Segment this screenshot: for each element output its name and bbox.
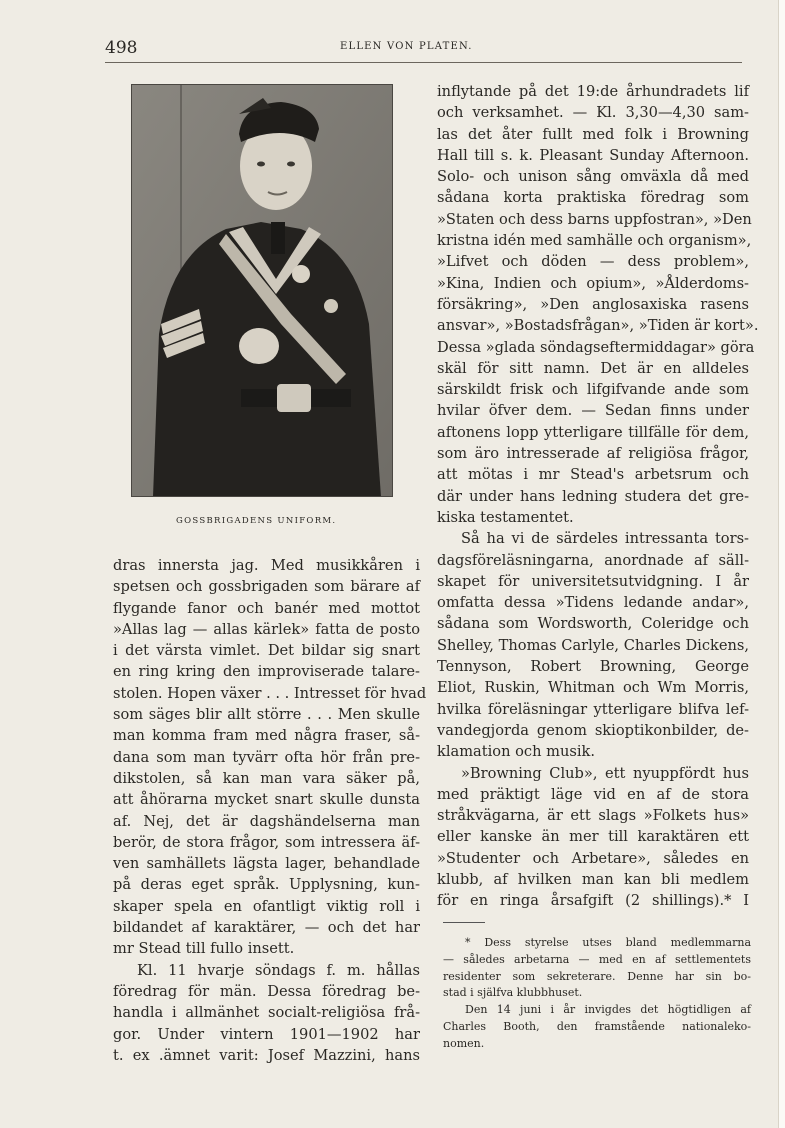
text-line: »Staten och dess barns uppfostran», »Den bbox=[437, 210, 752, 228]
text-line: handla i allmänhet socialt-religiösa frå- bbox=[113, 1004, 420, 1022]
footnote-line: nomen. bbox=[443, 1036, 485, 1050]
footnote-rule bbox=[443, 922, 485, 923]
page-number: 498 bbox=[105, 38, 138, 58]
text-line: att åhörarna mycket snart skulle dunsta bbox=[113, 791, 420, 809]
footnote bbox=[443, 935, 751, 1053]
text-line: spetsen och gossbrigaden som bärare af bbox=[113, 578, 420, 596]
text-line: »Studenter och Arbetare», således en bbox=[437, 849, 749, 867]
right-column-text bbox=[437, 81, 759, 912]
text-line: af. Nej, det är dagshändelserna man bbox=[113, 812, 420, 830]
text-line: Shelley, Thomas Carlyle, Charles Dickens, bbox=[437, 636, 749, 654]
text-line: med präktigt läge vid en af de stora bbox=[437, 785, 749, 803]
left-column-text bbox=[113, 555, 427, 1066]
text-line: försäkring», »Den anglosaxiska rasens bbox=[437, 295, 749, 313]
text-line: Tennyson, Robert Browning, George bbox=[437, 658, 749, 676]
footnote-line: * Dess styrelse utses bland medlemmarna bbox=[465, 936, 751, 949]
text-line: eller kanske än mer till karaktären ett bbox=[437, 828, 749, 846]
text-line: dagsföreläsningarna, anordnade af säll- bbox=[437, 551, 749, 569]
footnote-line: — således arbetarna — med en af settlementets bbox=[443, 952, 751, 966]
text-line: som äro intresserade af religiösa frågor, bbox=[437, 445, 749, 463]
text-line: las det åter fullt med folk i Browning bbox=[437, 125, 749, 143]
text-line: Så ha vi de särdeles intressanta tors- bbox=[461, 530, 749, 548]
text-line: Eliot, Ruskin, Whitman och Wm Morris, bbox=[437, 679, 749, 697]
text-line: omfatta dessa »Tidens ledande andar», bbox=[437, 594, 749, 612]
text-line: »Allas lag — allas kärlek» fatta de posto bbox=[113, 620, 420, 638]
text-line: hvilar öfver dem. — Sedan finns under bbox=[437, 402, 749, 420]
text-line: ansvar», »Bostadsfrågan», »Tiden är kort». bbox=[437, 317, 759, 335]
text-line: bildandet af karaktärer, — och det har bbox=[113, 919, 420, 937]
uniform-photograph bbox=[131, 84, 393, 497]
text-line: som säges blir allt större . . . Men skulle bbox=[113, 706, 420, 724]
header-rule bbox=[105, 62, 742, 63]
text-line: klubb, af hvilken man kan bli medlem bbox=[437, 870, 749, 888]
text-line: klamation och musik. bbox=[437, 743, 595, 761]
text-line: att mötas i mr Stead's arbetsrum och bbox=[437, 466, 749, 484]
text-line: kristna idén med samhälle och organism», bbox=[437, 232, 752, 250]
text-line: t. ex .ämnet varit: Josef Mazzini, hans bbox=[113, 1046, 420, 1064]
text-line: på deras eget språk. Upplysning, kun- bbox=[113, 876, 420, 894]
figure-caption: GOSSBRIGADENS UNIFORM. bbox=[176, 516, 337, 526]
text-line: stolen. Hopen växer . . . Intresset för hvad bbox=[113, 684, 427, 702]
text-line: flygande fanor och banér med mottot bbox=[113, 599, 420, 617]
text-line: ven samhällets lägsta lager, behandlade bbox=[113, 855, 420, 873]
text-line: Solo- och unison sång omväxla då med bbox=[437, 168, 749, 186]
text-line: sådana som Wordsworth, Coleridge och bbox=[437, 615, 749, 633]
text-line: där under hans ledning studera det gre- bbox=[437, 487, 749, 505]
text-line: skapet för universitetsutvidgning. I år bbox=[437, 572, 749, 590]
page-edge bbox=[778, 0, 785, 1128]
text-line: vandegjorda genom skioptikonbilder, de- bbox=[437, 721, 749, 739]
text-line: Hall till s. k. Pleasant Sunday Afternoon. bbox=[437, 146, 749, 164]
text-line: »Kina, Indien och opium», »Ålderdoms- bbox=[437, 274, 749, 292]
footnote-line: stad i själfva klubbhuset. bbox=[443, 986, 583, 1000]
text-line: föredrag för män. Dessa föredrag be- bbox=[113, 982, 420, 1000]
text-line: berör, de stora frågor, som intressera äf- bbox=[113, 833, 420, 851]
text-line: mr Stead till fullo insett. bbox=[113, 940, 295, 958]
text-line: och verksamhet. — Kl. 3,30—4,30 sam- bbox=[437, 104, 749, 122]
text-line: gor. Under vintern 1901—1902 har bbox=[113, 1025, 420, 1043]
text-line: aftonens lopp ytterligare tillfälle för dem, bbox=[437, 423, 749, 441]
text-line: för en ringa årsafgift (2 shillings).* I bbox=[437, 892, 749, 910]
running-title: ELLEN VON PLATEN. bbox=[340, 41, 473, 52]
text-line: dras innersta jag. Med musikkåren i bbox=[113, 557, 420, 574]
text-line: dikstolen, så kan man vara säker på, bbox=[113, 769, 420, 787]
text-line: »Lifvet och döden — dess problem», bbox=[437, 253, 749, 271]
text-line: hvilka föreläsningar ytterligare blifva lef- bbox=[437, 700, 749, 718]
text-line: sådana korta praktiska föredrag som bbox=[437, 189, 749, 207]
text-line: stråkvägarna, är ett slags »Folkets hus» bbox=[437, 807, 749, 825]
text-line: kiska testamentet. bbox=[437, 508, 574, 526]
text-line: i det värsta vimlet. Det bildar sig snart bbox=[113, 642, 420, 660]
text-line: Dessa »glada söndagseftermiddagar» göra bbox=[437, 338, 755, 356]
footnote-line: residenter som sekreterare. Denne har sin bo- bbox=[443, 969, 751, 983]
text-line: skaper spela en ofantligt viktig roll i bbox=[113, 897, 420, 915]
text-line: »Browning Club», ett nyuppfördt hus bbox=[461, 764, 749, 782]
text-line: skäl för sitt namn. Det är en alldeles bbox=[437, 359, 749, 377]
footnote-line: Den 14 juni i år invigdes det högtidligen af bbox=[465, 1003, 751, 1017]
text-line: dana som man tyvärr ofta hör från pre- bbox=[113, 748, 420, 766]
text-line: Kl. 11 hvarje söndags f. m. hållas bbox=[137, 961, 420, 979]
footnote-line: Charles Booth, den framstående nationaleko- bbox=[443, 1019, 751, 1033]
text-line: man komma fram med några fraser, så- bbox=[113, 727, 420, 745]
text-line: särskildt frisk och lifgifvande ande som bbox=[437, 381, 749, 399]
text-line: en ring kring den improviserade talare- bbox=[113, 663, 420, 681]
text-line: inflytande på det 19:de århundradets lif bbox=[437, 83, 749, 100]
